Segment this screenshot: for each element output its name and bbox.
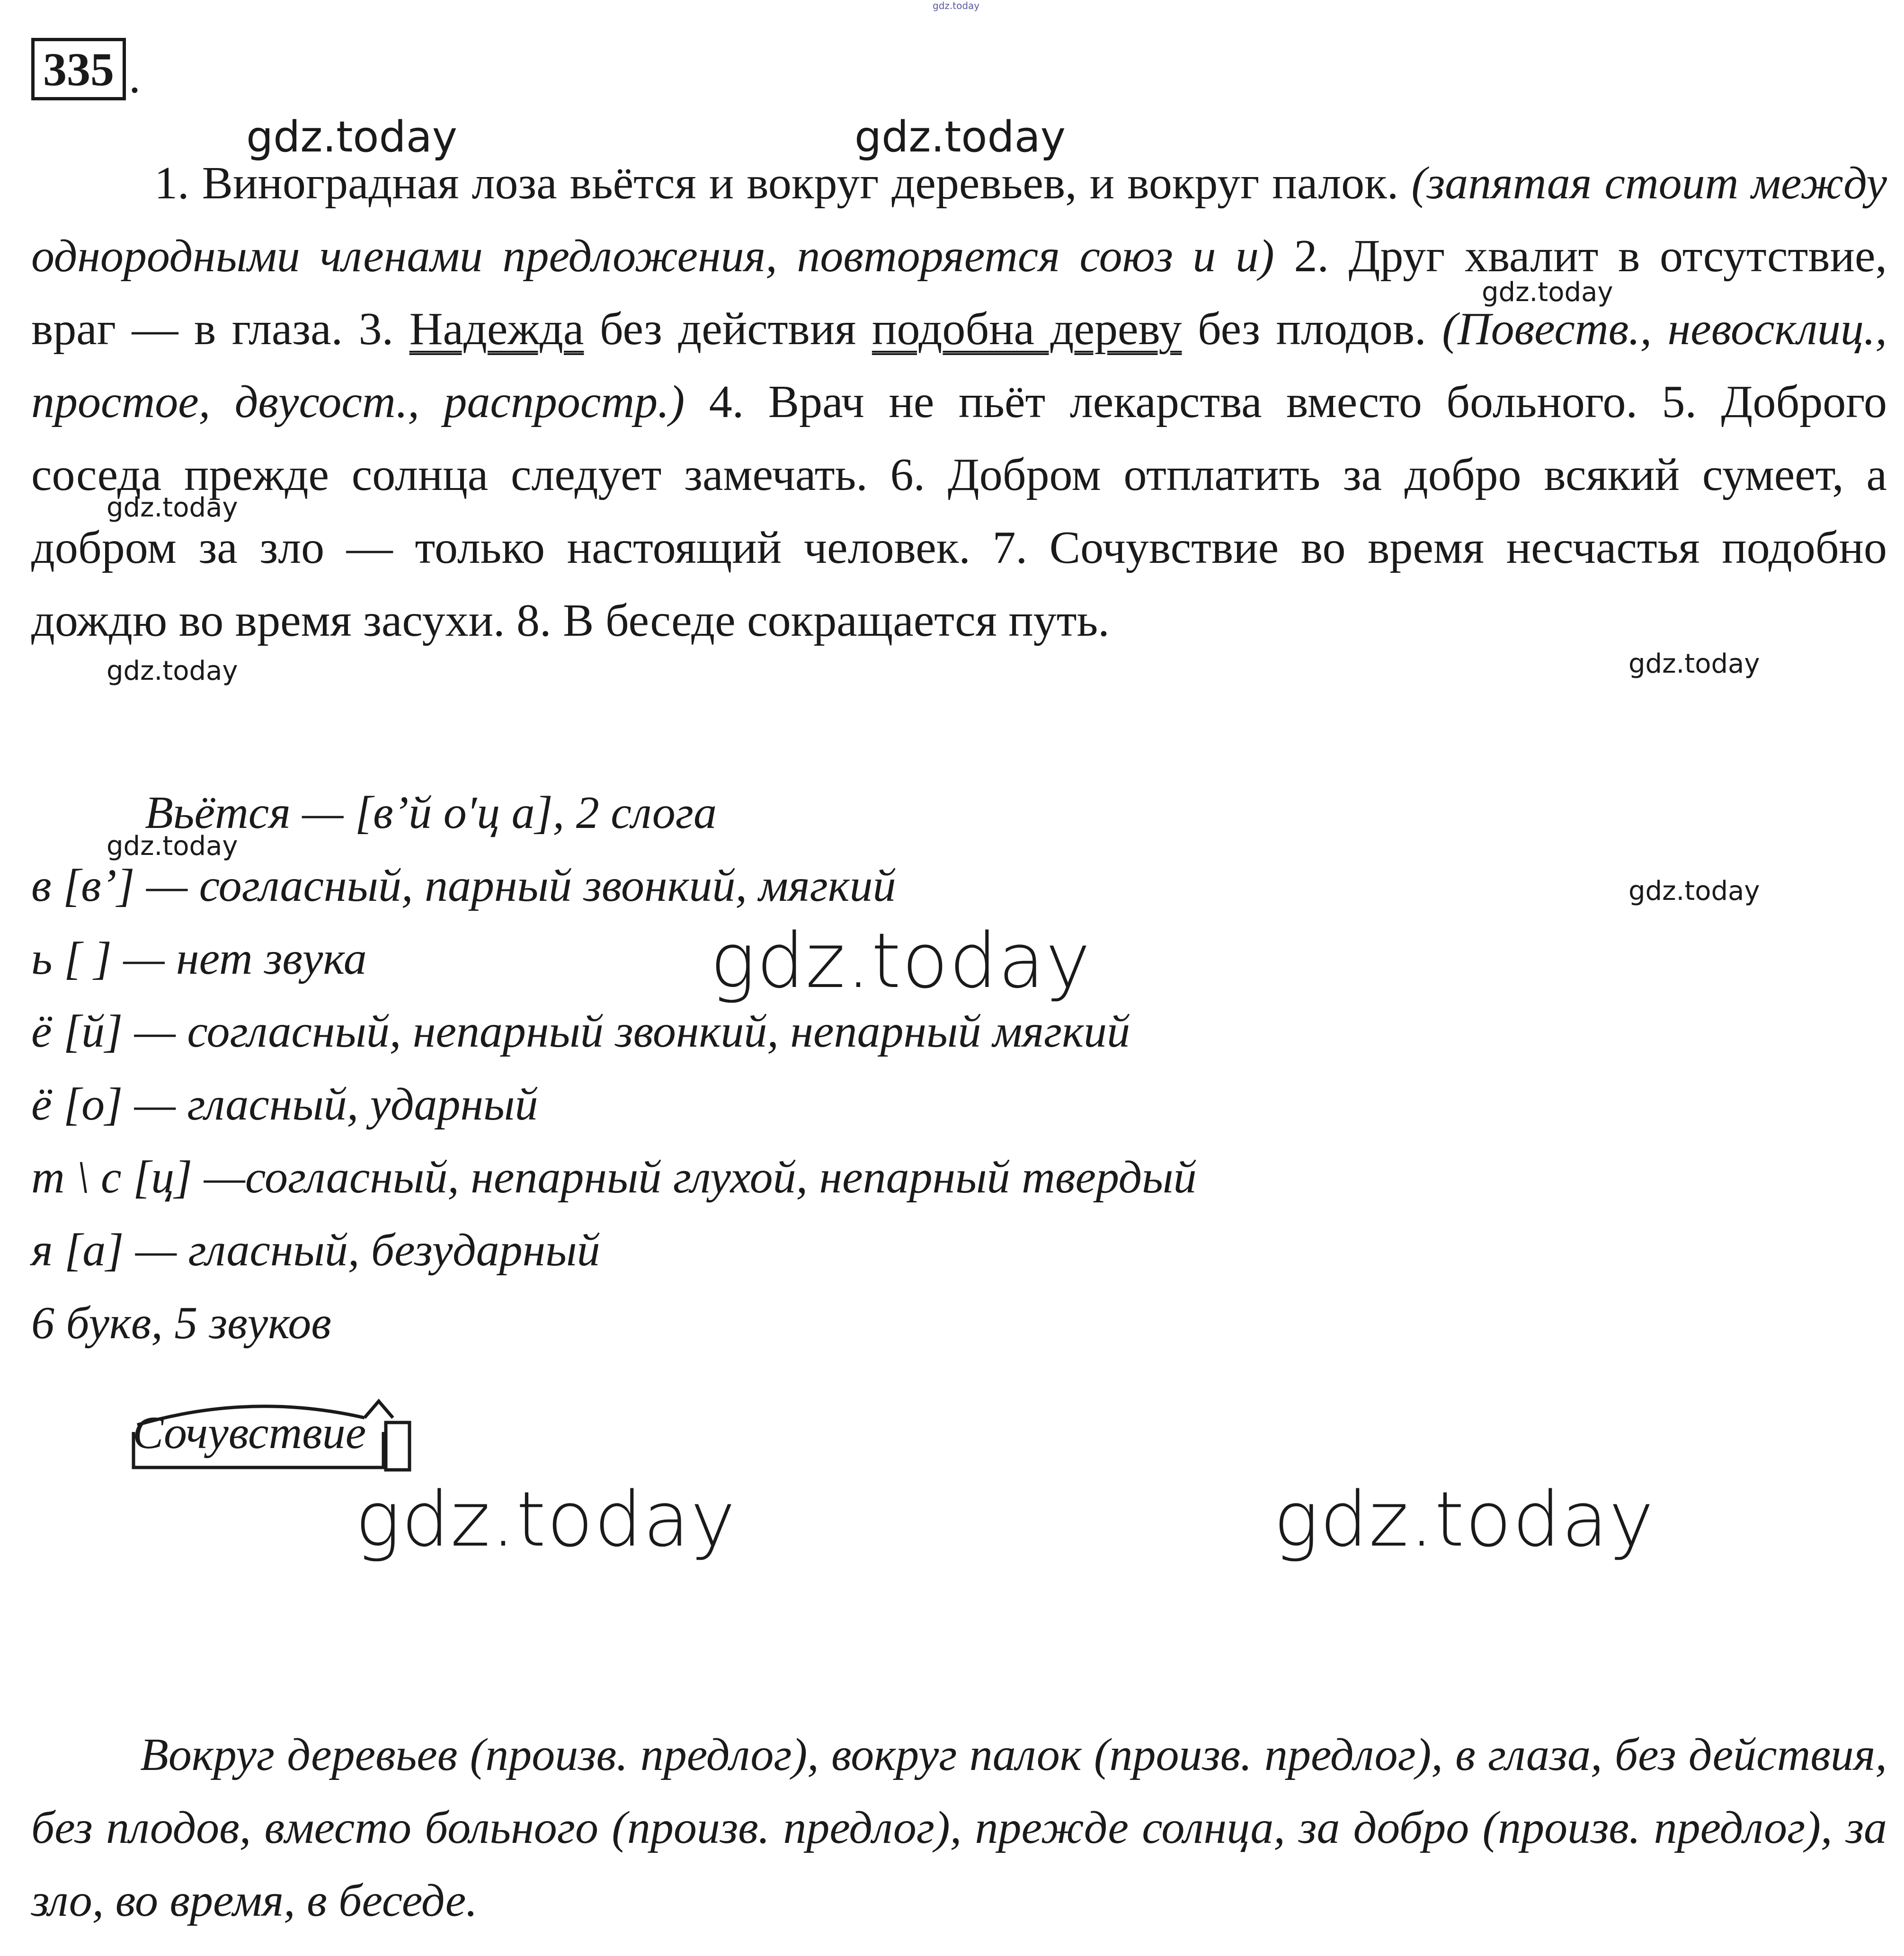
phonetic-title: Вьётся — [в’й о′ц а], 2 слога bbox=[145, 787, 717, 838]
watermark: gdz.today bbox=[246, 112, 458, 162]
watermark: gdz.today bbox=[107, 492, 238, 523]
phonetic-analysis bbox=[31, 776, 1830, 1360]
exercise-number bbox=[31, 38, 141, 103]
sentence-3-middle: без действия bbox=[599, 303, 856, 355]
exercise-number-dot: . bbox=[129, 50, 141, 103]
phonetic-line: в [в’] — согласный, парный звонкий, мягкий bbox=[31, 860, 896, 911]
sentence-6: 6. Добром отплатить за добро всякий сумеет, а добром за зло — только настоящий человек. bbox=[31, 449, 1887, 573]
morpheme-marks bbox=[128, 1396, 459, 1491]
phonetic-line: ё [й] — согласный, непарный звонкий, непарный мягкий bbox=[31, 1006, 1130, 1057]
base-bracket bbox=[133, 1432, 383, 1467]
sentence-4: 4. Врач не пьёт лекарства вместо больного. bbox=[709, 376, 1638, 427]
suffix-roof bbox=[365, 1401, 393, 1418]
morpheme-analysis bbox=[128, 1396, 459, 1491]
phonetic-summary: 6 букв, 5 звуков bbox=[31, 1298, 331, 1349]
watermark: gdz.today bbox=[1628, 876, 1760, 907]
watermark: gdz.today bbox=[710, 916, 1092, 1005]
top-watermark: gdz.today bbox=[933, 0, 980, 11]
watermark: gdz.today bbox=[1482, 277, 1613, 308]
sentence-7: 7. Сочувствие во время несчастья подобно дождю во время засухи. bbox=[31, 522, 1887, 646]
sentence-1: 1. Виноградная лоза вьётся и вокруг деревьев, и вокруг палок. bbox=[154, 158, 1399, 209]
sentence-2: 2. Друг хвалит в отсутствие, враг — в глаза. bbox=[31, 231, 1887, 355]
sentence-3-predicate: подобна дереву bbox=[872, 303, 1182, 355]
phonetic-line: я [а] — гласный, безударный bbox=[31, 1225, 600, 1276]
exercise-number-box: 335 bbox=[31, 38, 126, 100]
watermark: gdz.today bbox=[107, 656, 238, 686]
main-text bbox=[31, 147, 1887, 657]
ending-box bbox=[386, 1423, 409, 1470]
sentence-8: 8. В беседе сокращается путь. bbox=[516, 595, 1110, 646]
watermark: gdz.today bbox=[1628, 649, 1760, 679]
phonetic-line: т \ с [ц] —согласный, непарный глухой, непарный твердый bbox=[31, 1152, 1197, 1203]
prepositions-text: Вокруг деревьев (произв. предлог), вокруг палок (произв. предлог), в глаза, без действия, без плодов, вместо больного (произв. предлог), прежде солнца, за добро (произв. предлог), за зло, во время, в беседе. bbox=[31, 1729, 1887, 1926]
sentence-3-end: без плодов. bbox=[1198, 303, 1426, 355]
watermark: gdz.today bbox=[1273, 1475, 1655, 1564]
watermark: gdz.today bbox=[355, 1475, 737, 1564]
phonetic-line: ё [о] — гласный, ударный bbox=[31, 1079, 538, 1130]
phonetic-line: ь [ ] — нет звука bbox=[31, 933, 367, 984]
watermark: gdz.today bbox=[854, 112, 1066, 162]
root-arc bbox=[137, 1406, 365, 1425]
sentence-3-note: (Повеств., невосклиц., простое, двусост., распростр.) bbox=[31, 303, 1887, 427]
sentence-3-number: 3. bbox=[358, 303, 394, 355]
sentence-3-subject: Надежда bbox=[409, 303, 584, 355]
sentence-1-note: (запятая стоит между однородными членами предложения, повторяется союз и и) bbox=[31, 158, 1887, 282]
morpheme-word: Сочувствие bbox=[133, 1407, 366, 1458]
sentence-5: 5. Доброго соседа прежде солнца следует замечать. bbox=[31, 376, 1887, 500]
watermark: gdz.today bbox=[107, 831, 238, 862]
